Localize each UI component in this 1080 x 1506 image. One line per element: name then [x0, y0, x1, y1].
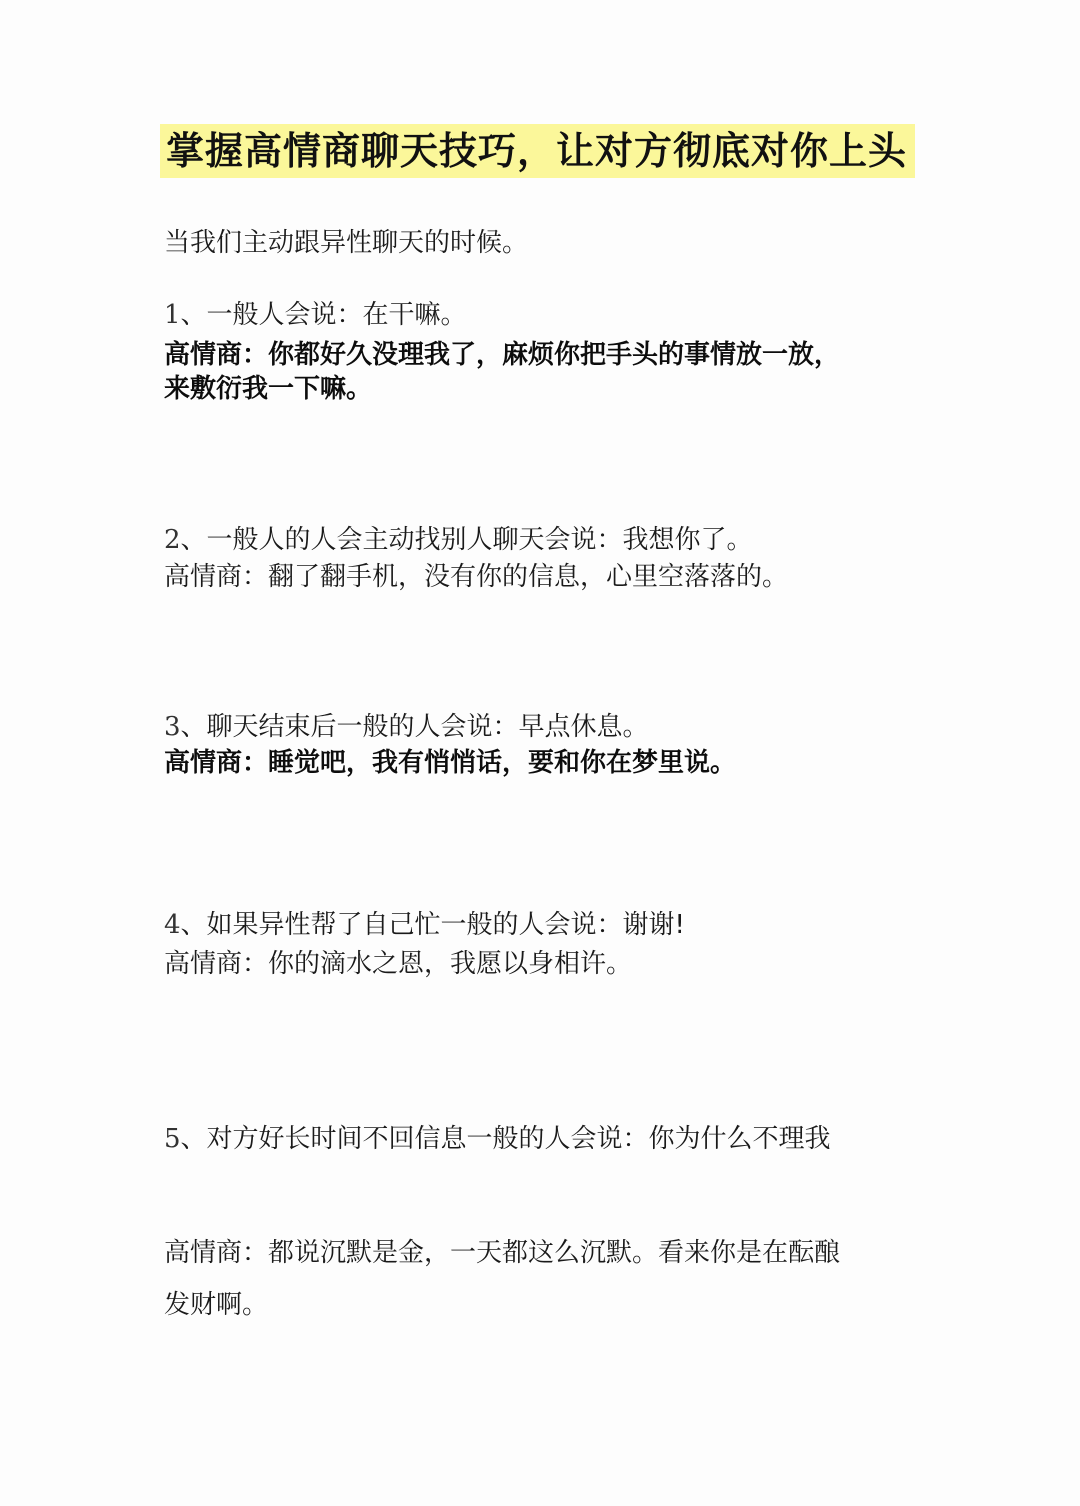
- item-4-number: 4: [164, 910, 181, 940]
- item-5-number: 5: [164, 1124, 181, 1154]
- item-3-normal-text: 、聊天结束后一般的人会说：早点休息。: [180, 712, 649, 742]
- page-title: 掌握高情商聊天技巧，让对方彻底对你上头: [160, 124, 915, 178]
- item-4-high-eq-line-1: 高情商：你的滴水之恩，我愿以身相许。: [164, 949, 633, 979]
- item-3-normal: [164, 710, 649, 744]
- item-5-normal: [164, 1122, 831, 1156]
- item-4-normal: [164, 908, 685, 942]
- item-3-number: 3: [164, 712, 181, 742]
- item-5-high-eq-line-1: 高情商：都说沉默是金，一天都这么沉默。看来你是在酝酿: [164, 1238, 841, 1268]
- item-1-high-eq-line-1: 高情商：你都好久没理我了，麻烦你把手头的事情放一放，: [164, 340, 841, 370]
- item-1-high-eq-line-2: 来敷衍我一下嘛。: [164, 374, 373, 404]
- item-1-normal: [164, 298, 467, 332]
- intro-text: 当我们主动跟异性聊天的时候。: [164, 228, 529, 258]
- item-5-high-eq-line-2: 发财啊。: [164, 1290, 269, 1320]
- item-1-number: 1: [164, 300, 181, 330]
- item-2-normal: [164, 523, 753, 557]
- item-5-normal-text: 、对方好长时间不回信息一般的人会说：你为什么不理我: [180, 1124, 831, 1154]
- item-2-number: 2: [164, 525, 181, 555]
- item-3-high-eq-line-1: 高情商：睡觉吧，我有悄悄话，要和你在梦里说。: [164, 748, 737, 778]
- item-2-normal-text: 、一般人的人会主动找别人聊天会说：我想你了。: [180, 525, 753, 555]
- item-2-high-eq-line-1: 高情商：翻了翻手机，没有你的信息，心里空落落的。: [164, 562, 789, 592]
- item-1-normal-text: 、一般人会说：在干嘛。: [180, 300, 467, 330]
- item-4-normal-text: 、如果异性帮了自己忙一般的人会说：谢谢!: [180, 910, 685, 940]
